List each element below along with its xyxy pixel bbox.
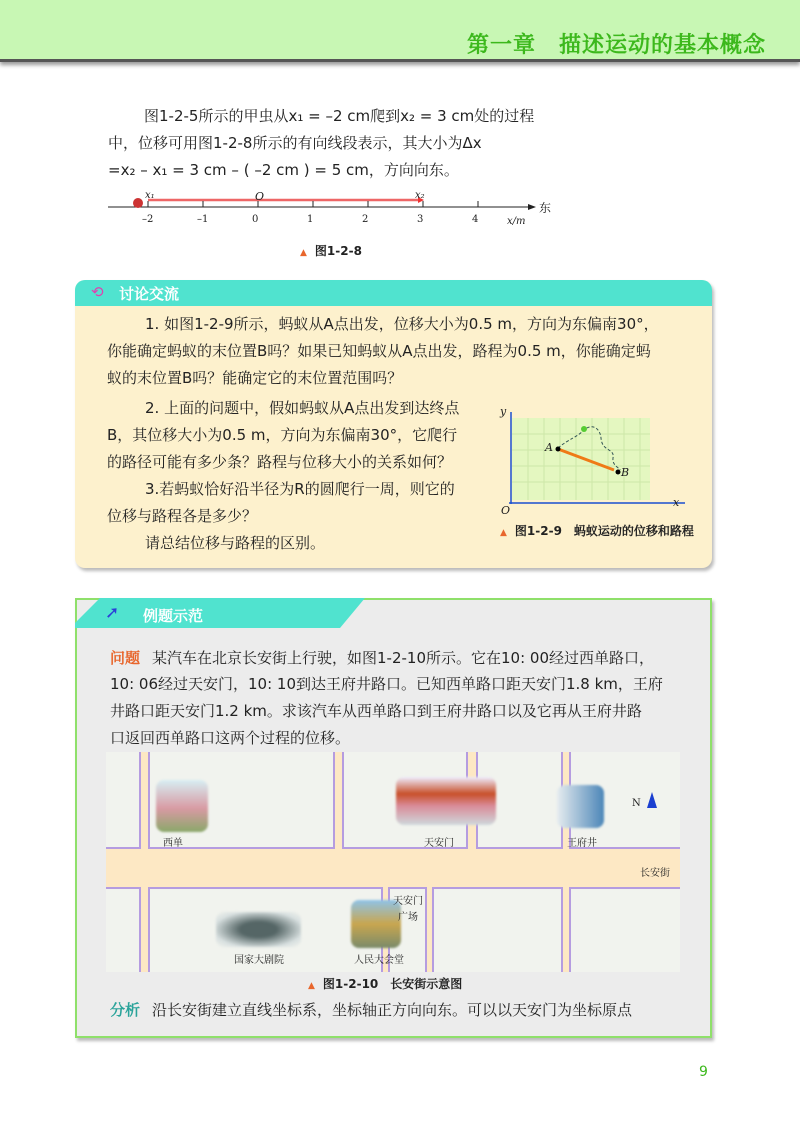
tick-label: 3 [417,214,424,225]
example-title: 例题示范 [143,607,204,625]
discussion-line: 3.若蚂蚁恰好沿半径为R的圆爬行一周，则它的 [145,480,455,498]
xidan-image [156,780,208,832]
changan-label: 长安街 [640,868,670,879]
intro-line-2: 中，位移可用图1-2-8所示的有向线段表示，其大小为Δx [108,134,482,152]
tick-label: 0 [252,214,259,225]
intro-line-1: 图1-2-5所示的甲虫从x₁ = –2 cm爬到x₂ = 3 cm处的过程 [144,107,535,125]
theatre-label: 国家大剧院 [234,955,284,966]
intro-line-3: =x₂ – x₁ = 3 cm – ( –2 cm ) = 5 cm，方向向东。 [108,161,459,179]
east-label: 东 [539,201,552,215]
discussion-line: 位移与路程各是多少？ [107,507,258,525]
wangfujing-image [557,785,604,828]
hall-label: 人民大会堂 [354,955,404,966]
north-label: N [632,798,641,809]
number-line-figure [0,185,560,235]
x2-label: x₂ [415,190,425,201]
exchange-icon: ⟲ [91,283,104,301]
tick-label: –1 [197,214,209,225]
origin-label: O [255,190,265,203]
axis-arrow [528,204,536,210]
tick-label: 2 [362,214,369,225]
question-tag: 问题 [110,649,141,667]
question-line: 口返回西单路口这两个过程的位移。 [110,729,351,747]
discussion-title: 讨论交流 [119,285,180,303]
y-label: y [500,405,507,418]
hall-image [351,900,401,948]
xidan-label: 西单 [163,838,183,849]
tiananmen-label: 天安门 [424,838,454,849]
chapter-title: 第一章 描述运动的基本概念 [466,33,766,58]
x1-label: x₁ [145,190,155,201]
tick-label: 4 [472,214,479,225]
tiananmen-image [396,777,496,825]
axis-unit-label: x/m [507,216,526,227]
point-a-label: A [545,441,553,454]
arrow-icon: ➚ [105,603,120,623]
discussion-line: 2. 上面的问题中，假如蚂蚁从A点出发到达终点 [145,399,460,417]
figure-caption-1-2-9: ▲ 图1-2-9 蚂蚁运动的位移和路程 [500,524,694,538]
point-b-label: B [621,466,630,479]
changan-street-map [106,752,680,972]
north-arrow-icon [647,792,657,808]
tick-label: 1 [307,214,314,225]
x-label: x [673,496,680,509]
discussion-line: 蚁的末位置B吗？能确定它的末位置范围吗？ [107,369,403,387]
analysis-line: 分析 沿长安街建立直线坐标系，坐标轴正方向向东。可以以天安门为坐标原点 [110,1001,633,1019]
square-label: 天安门 [393,896,423,907]
discussion-line: 你能确定蚂蚁的末位置B吗？如果已知蚂蚁从A点出发，路程为0.5 m，你能确定蚂 [107,342,651,360]
question-line-1: 问题 某汽车在北京长安街上行驶，如图1-2-10所示。它在10: 00经过西单路口， [110,649,655,667]
discussion-box [75,280,712,568]
question-line: 井路口距天安门1.2 km。求该汽车从西单路口到王府井路口以及它再从王府井路 [110,702,642,720]
beetle-icon [133,198,143,208]
tick-label: –2 [142,214,154,225]
figure-caption-1-2-8: ▲ 图1-2-8 [300,244,362,258]
square-label: 广场 [398,912,418,923]
origin-label: O [501,504,511,517]
theatre-image [216,912,301,947]
ant-icon [581,426,587,432]
discussion-line: 的路径可能有多少条？路程与位移大小的关系如何？ [107,453,453,471]
question-line: 10: 06经过天安门，10: 10到达王府井路口。已知西单路口距天安门1.8 km，王府 [110,675,663,693]
discussion-line: 1. 如图1-2-9所示，蚂蚁从A点出发，位移大小为0.5 m，方向为东偏南30°， [145,315,659,333]
figure-caption-1-2-10: ▲ 图1-2-10 长安街示意图 [308,977,463,991]
discussion-line: B，其位移大小为0.5 m，方向为东偏南30°，它爬行 [107,426,458,444]
analysis-tag: 分析 [110,1001,141,1019]
wangfujing-label: 王府井 [567,838,597,849]
page-number: 9 [699,1064,708,1080]
discussion-line: 请总结位移与路程的区别。 [145,534,326,552]
